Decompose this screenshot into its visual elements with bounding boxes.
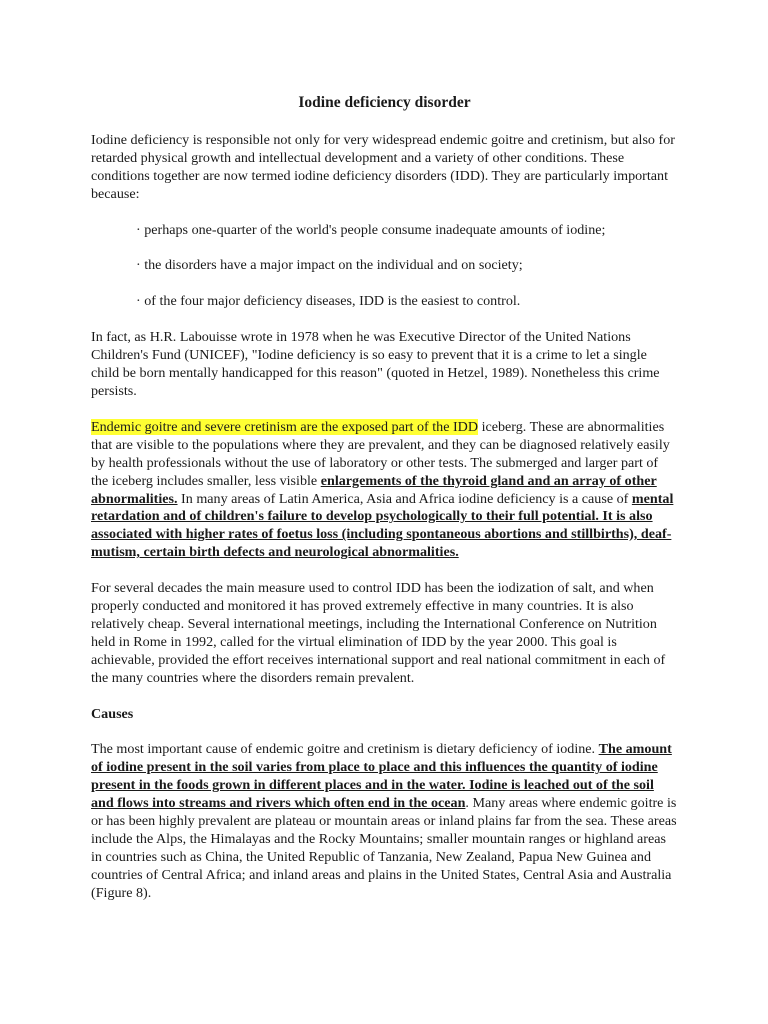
- control-paragraph: For several decades the main measure used to control IDD has been the iodization of salt, and when properly conducted and monitored it has proved extremely effective in many countries. It is also relatively cheap. Several international meetings, including the International Conference on Nutrition held in Rome in 1992, called for the virtual elimination of IDD by the year 2000. This goal is achievable, provided the effort receives international support and real national commitment in each of the many countries where the disorders remain prevalent.: [91, 580, 666, 686]
- bullet-item: · of the four major deficiency diseases, IDD is the easiest to control.: [136, 293, 521, 310]
- labouisse-paragraph: In fact, as H.R. Labouisse wrote in 1978 when he was Executive Director of the United Nations Children's Fund (UNICEF), "Iodine deficiency is so easy to prevent that it is a crime to let a single child be born mentally handicapped for this reason" (quoted in Hetzel, 1989). Nonetheless this crime persists.: [91, 329, 660, 399]
- causes-heading: Causes: [91, 705, 134, 722]
- iceberg-text-2: In many areas of Latin America, Asia and Africa iodine deficiency is a cause of: [177, 490, 632, 507]
- causes-emphasis-text: The amount of iodine present in the soil varies from place to place and this influences the quantity of iodine present in the foods grown in different places and in the water. Iodine is leached out of the soil and flows into streams and rivers which often end in the ocean: [91, 741, 672, 812]
- bullet-item: · the disorders have a major impact on the individual and on society;: [136, 257, 523, 274]
- iceberg-text-1: iceberg. These are abnormalities that are visible to the populations where they are prevalent, and they can be diagnosed relatively easily by health professionals without the use of laboratory or other tests. The submerged and larger part of the iceberg includes smaller, less visible: [91, 418, 670, 489]
- causes-paragraph: [91, 741, 678, 902]
- bullet-item: · perhaps one-quarter of the world's people consume inadequate amounts of iodine;: [136, 221, 606, 238]
- emphasis-text-1: enlargements of the thyroid gland and an array of other abnormalities.: [91, 472, 657, 507]
- intro-paragraph: Iodine deficiency is responsible not only for very widespread endemic goitre and cretinism, but also for retarded physical growth and intellectual development and a variety of other conditions. These conditions together are now termed iodine deficiency disorders (IDD). They are particularly important because:: [91, 131, 675, 202]
- document-title: Iodine deficiency disorder: [298, 94, 471, 111]
- iceberg-paragraph: [91, 419, 678, 562]
- highlighted-text: Endemic goitre and severe cretinism are the exposed part of the IDD: [91, 418, 479, 435]
- causes-text-1: The most important cause of endemic goitre and cretinism is dietary deficiency of iodine.: [91, 741, 599, 758]
- emphasis-text-2: mental retardation and of children's failure to develop psychologically to their full potential. It is also associated with higher rates of foetus loss (including spontaneous abortions and stillbirths), deaf-mutism, certain birth defects and neurological abnormalities.: [91, 490, 674, 561]
- causes-text-2: . Many areas where endemic goitre is or has been highly prevalent are plateau or mountain areas or inland plains far from the sea. These areas include the Alps, the Himalayas and the Rocky Mountains; smaller mountain ranges or highland areas in countries such as China, the United Republic of Tanzania, New Zealand, Papua New Guinea and countries of Central Africa; and inland areas and plains in the United States, Central Asia and Australia (Figure 8).: [91, 795, 677, 901]
